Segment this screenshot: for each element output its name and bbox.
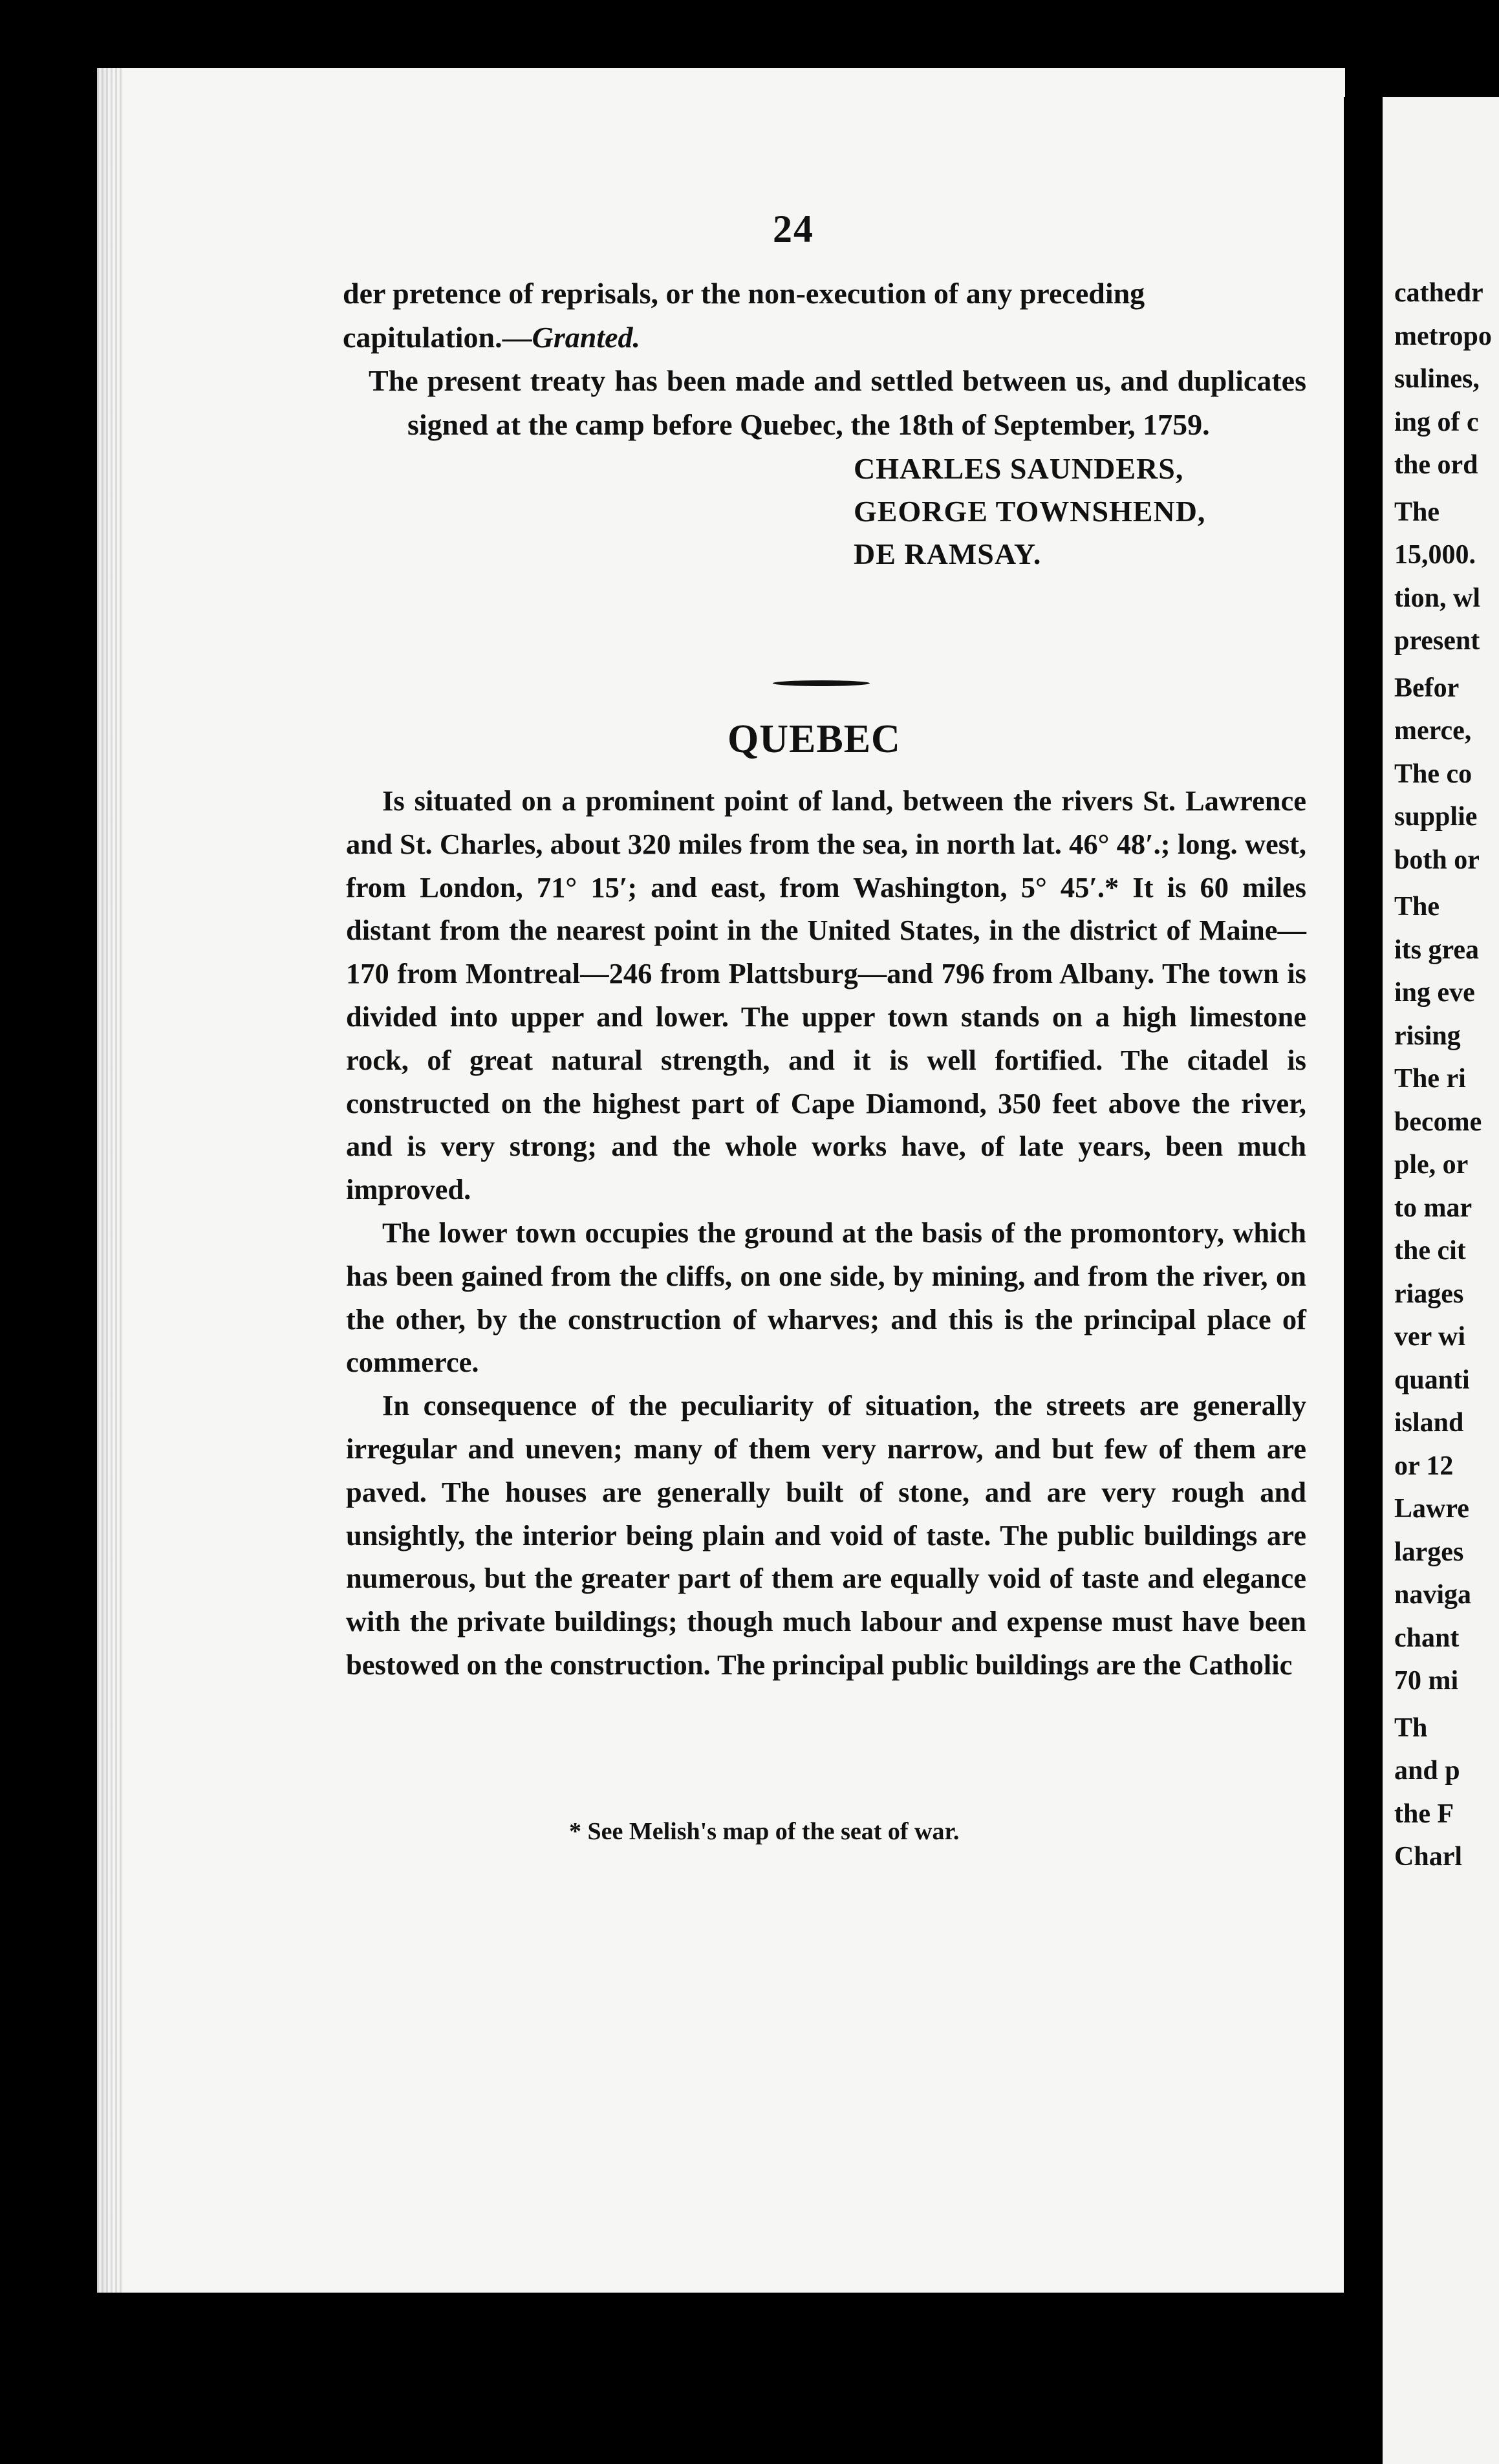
right-page-line: and p bbox=[1394, 1756, 1460, 1786]
right-page-line: Befor bbox=[1394, 673, 1460, 703]
right-page-line: naviga bbox=[1394, 1580, 1472, 1610]
right-page-line: Th bbox=[1394, 1713, 1428, 1743]
right-page-line: 70 mi bbox=[1394, 1666, 1459, 1696]
intro-text bbox=[343, 272, 1306, 576]
paragraph-2: The lower town occupies the ground at the basis of the promontory, which has been gained from the cliffs, on one side, by mining, and from the river, on the other, by the construction of wharves; and this is the principal place of commerce. bbox=[346, 1216, 1306, 1379]
right-page-line: the cit bbox=[1394, 1236, 1466, 1266]
right-page-line: or 12 bbox=[1394, 1451, 1454, 1481]
right-page-line: quanti bbox=[1394, 1365, 1470, 1395]
quebec-section-text bbox=[346, 779, 1306, 1687]
treaty-paragraph: The present treaty has been made and settled between us, and duplicates signed at the camp before Quebec, the 18th of September, 1759. bbox=[369, 364, 1306, 441]
right-page-line: the ord bbox=[1394, 450, 1478, 480]
right-page-line: tion, wl bbox=[1394, 583, 1481, 613]
paragraph-3: In consequence of the peculiarity of situation, the streets are generally irregular and uneven; many of them very narrow, and but few of them are paved. The houses are generally built of stone, and are very rough and unsightly, the interior being plain and void of taste. The public buildings are numerous, but the greater part of them are equally void of taste and elegance with the private buildings; though much labour and expense must have been bestowed on the construction. The principal public buildings are the Catholic bbox=[346, 1389, 1306, 1681]
right-page-line: The co bbox=[1394, 759, 1472, 789]
footnote: * See Melish's map of the seat of war. bbox=[569, 1818, 960, 1845]
intro-line-1: der pretence of reprisals, or the non-execution of any preceding bbox=[343, 277, 1145, 310]
right-page-line: Lawre bbox=[1394, 1494, 1469, 1524]
right-page-line: ing of c bbox=[1394, 407, 1479, 437]
page-gutter bbox=[1344, 97, 1383, 2322]
right-page-line: ing eve bbox=[1394, 978, 1475, 1008]
right-page-line: sulines, bbox=[1394, 364, 1480, 394]
section-divider-rule bbox=[773, 680, 870, 686]
signer-1: CHARLES SAUNDERS, bbox=[854, 452, 1184, 485]
right-page-line: island bbox=[1394, 1408, 1464, 1438]
right-page-line: cathedr bbox=[1394, 278, 1483, 308]
right-page-line: metropo bbox=[1394, 321, 1492, 351]
right-page-line: both or bbox=[1394, 845, 1480, 875]
right-page-line: ver wi bbox=[1394, 1322, 1466, 1352]
right-page-line: The ri bbox=[1394, 1064, 1466, 1094]
right-page-line: 15,000. bbox=[1394, 540, 1476, 570]
intro-line-2: capitulation.—Granted. bbox=[343, 320, 641, 354]
signer-3: DE RAMSAY. bbox=[854, 537, 1042, 570]
book-page-right-partial bbox=[1383, 97, 1499, 2464]
right-page-line: become bbox=[1394, 1107, 1482, 1137]
right-page-line: larges bbox=[1394, 1537, 1464, 1567]
right-page-line: merce, bbox=[1394, 716, 1472, 746]
right-page-line: present bbox=[1394, 626, 1480, 656]
right-page-line: to mar bbox=[1394, 1193, 1472, 1223]
right-page-line: The bbox=[1394, 497, 1440, 527]
right-page-line: its grea bbox=[1394, 935, 1480, 965]
right-page-line: ple, or bbox=[1394, 1150, 1469, 1180]
page-binding-edge bbox=[97, 68, 123, 2293]
signer-2: GEORGE TOWNSHEND, bbox=[854, 495, 1206, 528]
paragraph-1: Is situated on a prominent point of land, between the rivers St. Lawrence and St. Charles, about 320 miles from the sea, in north lat. 46° 48′.; long. west, from London, 71° 15′; and east, from Washington, 5° 45′.* It is 60 miles distant from the nearest point in the United States, in the district of Maine—170 from Montreal—246 from Plattsburg—and 796 from Albany. The town is divided into upper and lower. The upper town stands on a high limestone rock, of great natural strength, and it is well fortified. The citadel is constructed on the highest part of Cape Diamond, 350 feet above the river, and is very strong; and the whole works have, of late years, been much improved. bbox=[346, 784, 1306, 1206]
page-number: 24 bbox=[773, 208, 814, 250]
right-page-line: chant bbox=[1394, 1623, 1460, 1653]
right-page-line: Charl bbox=[1394, 1842, 1462, 1872]
right-page-line: supplie bbox=[1394, 802, 1478, 832]
right-page-line: rising bbox=[1394, 1021, 1461, 1051]
section-heading: QUEBEC bbox=[728, 717, 901, 761]
right-page-line: riages bbox=[1394, 1279, 1464, 1309]
signers-block bbox=[854, 448, 1306, 576]
right-page-line: The bbox=[1394, 892, 1440, 922]
right-page-line: the F bbox=[1394, 1799, 1454, 1829]
